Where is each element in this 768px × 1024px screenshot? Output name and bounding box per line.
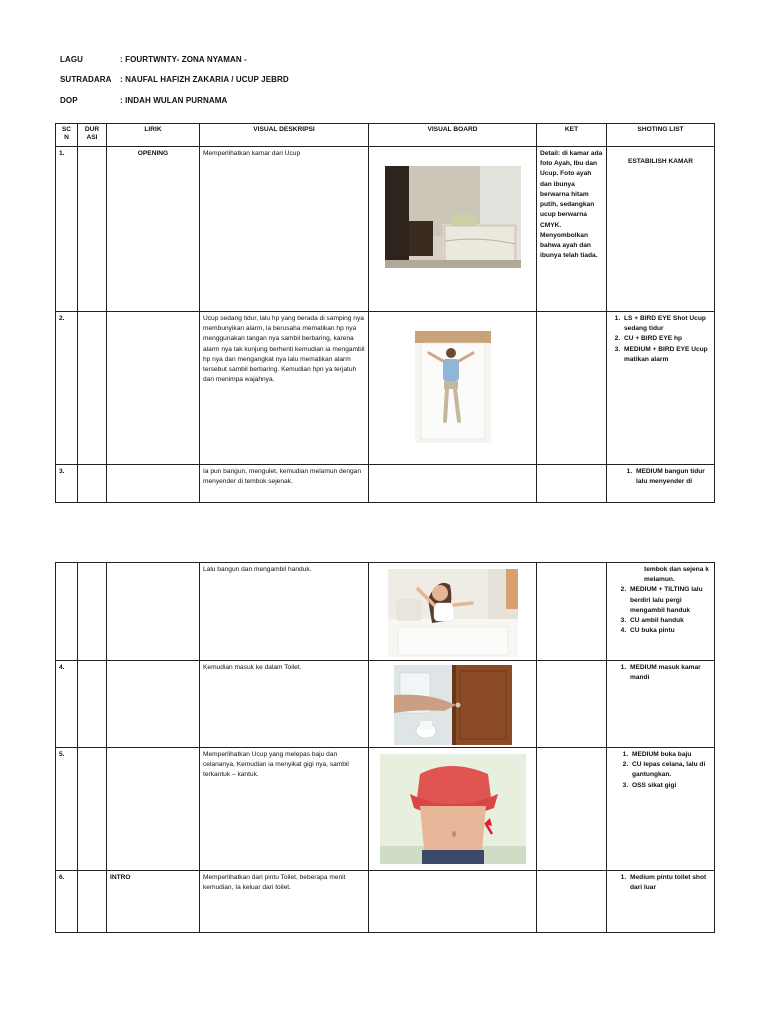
ket-cell xyxy=(537,312,607,465)
shot-item: 1. LS + BIRD EYE Shot Ucup sedang tidur xyxy=(622,314,711,334)
lyric-cell xyxy=(107,661,200,748)
scene-number: 2. xyxy=(56,312,78,465)
header-scn: SC N xyxy=(56,124,78,147)
shot-item: 1. Medium pintu toilet shot dari luar xyxy=(628,873,711,893)
ket-cell: Detail: di kamar ada foto Ayah, Ibu dan Ucup. Foto ayah dan ibunya berwarna hitam putih, sedangkan ucup berwarna CMYK. Menyombolkan bahwa ayah dan ibunya telah tiada. xyxy=(537,147,607,312)
shot-list xyxy=(607,563,715,661)
ket-cell xyxy=(537,563,607,661)
lyric-cell: INTRO xyxy=(107,871,200,933)
shot-item: 1. MEDIUM masuk kamar mandi xyxy=(628,663,711,683)
duration-cell xyxy=(78,661,107,748)
lyric-cell xyxy=(107,465,200,503)
header-visual: VISUAL DESKRIPSI xyxy=(200,124,369,147)
visual-description: Kemudian masuk ke dalam Toilet. xyxy=(200,661,369,748)
ket-cell xyxy=(537,465,607,503)
shot-continuation: tembok dan sejena k melamun. xyxy=(644,566,709,584)
shot-item: 1. MEDIUM buka baju xyxy=(630,750,711,760)
table-row xyxy=(56,147,715,312)
scene-number: 5. xyxy=(56,748,78,871)
duration-cell xyxy=(78,312,107,465)
visual-description: Lalu bangun dan mengambil handuk. xyxy=(200,563,369,661)
shot-item: 2. CU lepas celana, lalu di gantungkan. xyxy=(630,760,711,780)
visual-description: Memperlihatkan dari pintu Toilet, beberapa menit kemudian, Ia keluar dari toilet. xyxy=(200,871,369,933)
shot-item: 3. OSS sikat gigi xyxy=(630,781,711,791)
duration-cell xyxy=(78,563,107,661)
header-ket: KET xyxy=(537,124,607,147)
ket-cell xyxy=(537,661,607,748)
header-durasi: DUR ASI xyxy=(78,124,107,147)
visual-description: Ucup sedang tidur, lalu hp yang berada di samping nya membunyikan alarm, la berusaha mematikan hp nya menggunakan tangan nya sambil berbaring, karena alarm nya tak kunjung berhenti kemudian ia mengambil hp nya dan mengangkat nya lalu mematikan alarm tersebut sambil berbaring. Kemudian hpn ya terjatuh dan menimpa wajahnya. xyxy=(200,312,369,465)
lagu-value: : FOURTWNTY- ZONA NYAMAN - xyxy=(120,55,247,64)
shot-list xyxy=(607,871,715,933)
duration-cell xyxy=(78,748,107,871)
visual-description: Memperlihatkan Ucup yang melepas baju dan celananya, Kemudian ia menyikat gigi nya, sambil terkantuk – kantuk. xyxy=(200,748,369,871)
table-row xyxy=(56,871,715,933)
scene-number: 6. xyxy=(56,871,78,933)
lyric-cell: OPENING xyxy=(107,147,200,312)
shot-item: 4. CU buka pintu xyxy=(628,626,711,636)
woman-waking-photo xyxy=(388,569,518,657)
table-row xyxy=(56,312,715,465)
table-row xyxy=(56,563,715,661)
header-board: VISUAL BOARD xyxy=(369,124,537,147)
shot-item: 2. MEDIUM + TILTING lalu berdiri lalu pergi mengambil handuk xyxy=(628,585,711,616)
shot-list xyxy=(607,312,715,465)
dop-label: DOP xyxy=(60,96,78,105)
dop-value: : INDAH WULAN PURNAMA xyxy=(120,96,228,105)
sleeping-man-photo xyxy=(415,331,491,443)
visual-board xyxy=(369,312,537,465)
bedroom-photo xyxy=(385,166,521,268)
table-row xyxy=(56,661,715,748)
table-header-row xyxy=(56,124,715,147)
shot-list xyxy=(607,748,715,871)
lyric-cell xyxy=(107,563,200,661)
shot-list xyxy=(607,661,715,748)
shot-item: 1. MEDIUM bangun tidur lalu menyender di xyxy=(634,467,711,487)
toilet-door-photo xyxy=(394,665,512,745)
visual-board xyxy=(369,147,537,312)
lyric-cell xyxy=(107,312,200,465)
visual-board xyxy=(369,871,537,933)
sutradara-label: SUTRADARA xyxy=(60,75,112,84)
duration-cell xyxy=(78,147,107,312)
scene-number: 3. xyxy=(56,465,78,503)
undressing-illustration xyxy=(380,754,526,864)
shot-list xyxy=(607,465,715,503)
shot-item: 3. CU ambil handuk xyxy=(628,616,711,626)
header-shot: SHOTING LIST xyxy=(607,124,715,147)
visual-board xyxy=(369,563,537,661)
duration-cell xyxy=(78,871,107,933)
scene-number xyxy=(56,563,78,661)
shot-list: ESTABILISH KAMAR xyxy=(607,147,715,312)
ket-cell xyxy=(537,748,607,871)
table-row xyxy=(56,465,715,503)
visual-board xyxy=(369,465,537,503)
scene-number: 1. xyxy=(56,147,78,312)
header-lirik: LIRIK xyxy=(107,124,200,147)
visual-description: Ia pun bangun, mengulet, kemudian melamun dengan menyender di tembok sejenak. xyxy=(200,465,369,503)
visual-description: Memperlihatkan kamar dari Ucup xyxy=(200,147,369,312)
storyboard-table-page1 xyxy=(55,123,715,503)
duration-cell xyxy=(78,465,107,503)
visual-board xyxy=(369,748,537,871)
lagu-label: LAGU xyxy=(60,55,84,64)
shot-item: 3. MEDIUM + BIRD EYE Ucup matikan alarm xyxy=(622,345,711,365)
storyboard-table-page2 xyxy=(55,562,715,933)
shot-item: 2. CU + BIRD EYE hp xyxy=(622,334,711,344)
table-row xyxy=(56,748,715,871)
scene-number: 4. xyxy=(56,661,78,748)
sutradara-value: : NAUFAL HAFIZH ZAKARIA / UCUP JEBRD xyxy=(120,75,289,84)
lyric-cell xyxy=(107,748,200,871)
ket-cell xyxy=(537,871,607,933)
visual-board xyxy=(369,661,537,748)
